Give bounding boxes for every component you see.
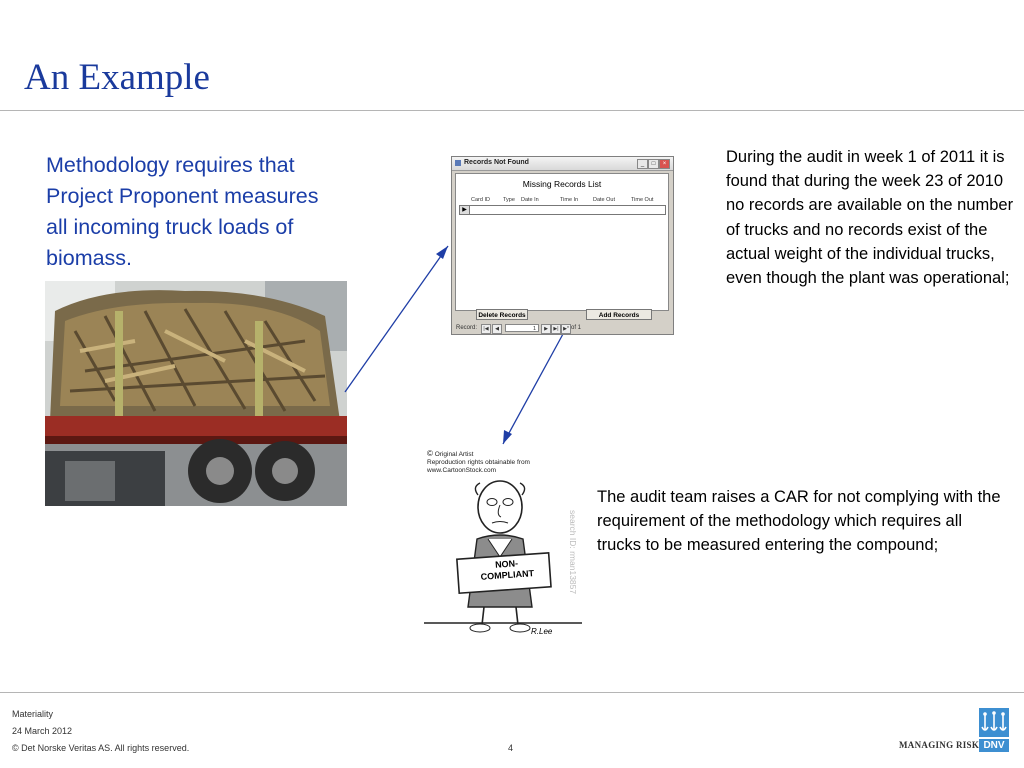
next-record-icon[interactable]: ▶ [541, 324, 551, 334]
form-title: Missing Records List [522, 179, 602, 189]
page-number: 4 [508, 743, 514, 753]
title-divider [0, 110, 1024, 111]
footer-copyright: © Det Norske Veritas AS. All rights reserved. [12, 743, 190, 753]
last-record-icon[interactable]: ▶| [551, 324, 561, 334]
slide-title: An Example [24, 57, 210, 98]
record-count: of 1 [571, 325, 582, 331]
footer-divider [0, 692, 1024, 693]
lead-text: Methodology requires that Project Proponent measures all incoming truck loads of biomass. [46, 153, 319, 270]
form-app-icon [455, 160, 461, 166]
column-header: Time Out [631, 197, 654, 203]
arrow-form-to-cartoon [495, 330, 570, 450]
footer-topic: Materiality [12, 709, 54, 719]
window-titlebar [452, 157, 673, 171]
table-row[interactable] [459, 205, 666, 215]
column-header: Time In [560, 197, 579, 203]
truck-biomass-photo [45, 281, 347, 506]
record-navigator [455, 324, 667, 333]
cartoon-credit: © Original Artist Reproduction rights obtainable from www.CartoonStock.com [427, 449, 530, 474]
form-body [455, 173, 669, 311]
record-number-input[interactable]: 1 [505, 324, 539, 332]
dnv-logo-text: DNV [983, 740, 1005, 751]
copyright-icon: © [427, 449, 433, 458]
column-header: Date Out [593, 197, 616, 203]
cartoon-search-id: search ID: rman13857 [568, 510, 578, 595]
add-records-button[interactable]: Add Records [586, 309, 652, 320]
record-selector-icon[interactable]: ▶ [460, 206, 470, 214]
maximize-icon[interactable]: □ [648, 159, 659, 169]
non-compliant-cartoon [422, 447, 587, 642]
non-compliant-sign: NON- COMPLIANT [480, 558, 535, 582]
column-header: Date In [521, 197, 539, 203]
audit-finding-text: During the audit in week 1 of 2011 it is found that during the week 23 of 2010 no records are available on the number of trucks and no records exist of the actual weight of the individual trucks, even though the plant was operational; [726, 148, 1014, 288]
cartoon-signature: R.Lee [531, 627, 553, 636]
managing-risk-tagline: MANAGING RISK [899, 740, 980, 750]
footer-date: 24 March 2012 [12, 726, 73, 736]
first-record-icon[interactable]: |◀ [481, 324, 491, 334]
minimize-icon[interactable]: _ [637, 159, 648, 169]
records-not-found-window [451, 156, 674, 335]
arrow-photo-to-form [340, 240, 460, 400]
record-label: Record: [456, 325, 478, 331]
window-title: Records Not Found [464, 159, 529, 166]
delete-records-button[interactable]: Delete Records [476, 309, 528, 320]
column-header: Type [503, 197, 515, 203]
column-header: Card ID [471, 197, 490, 203]
car-text: The audit team raises a CAR for not complying with the requirement of the methodology which requires all trucks to be measured entering the compound; [597, 488, 1001, 555]
previous-record-icon[interactable]: ◀ [492, 324, 502, 334]
new-record-icon[interactable]: ▶* [561, 324, 571, 334]
close-icon[interactable]: × [659, 159, 670, 169]
